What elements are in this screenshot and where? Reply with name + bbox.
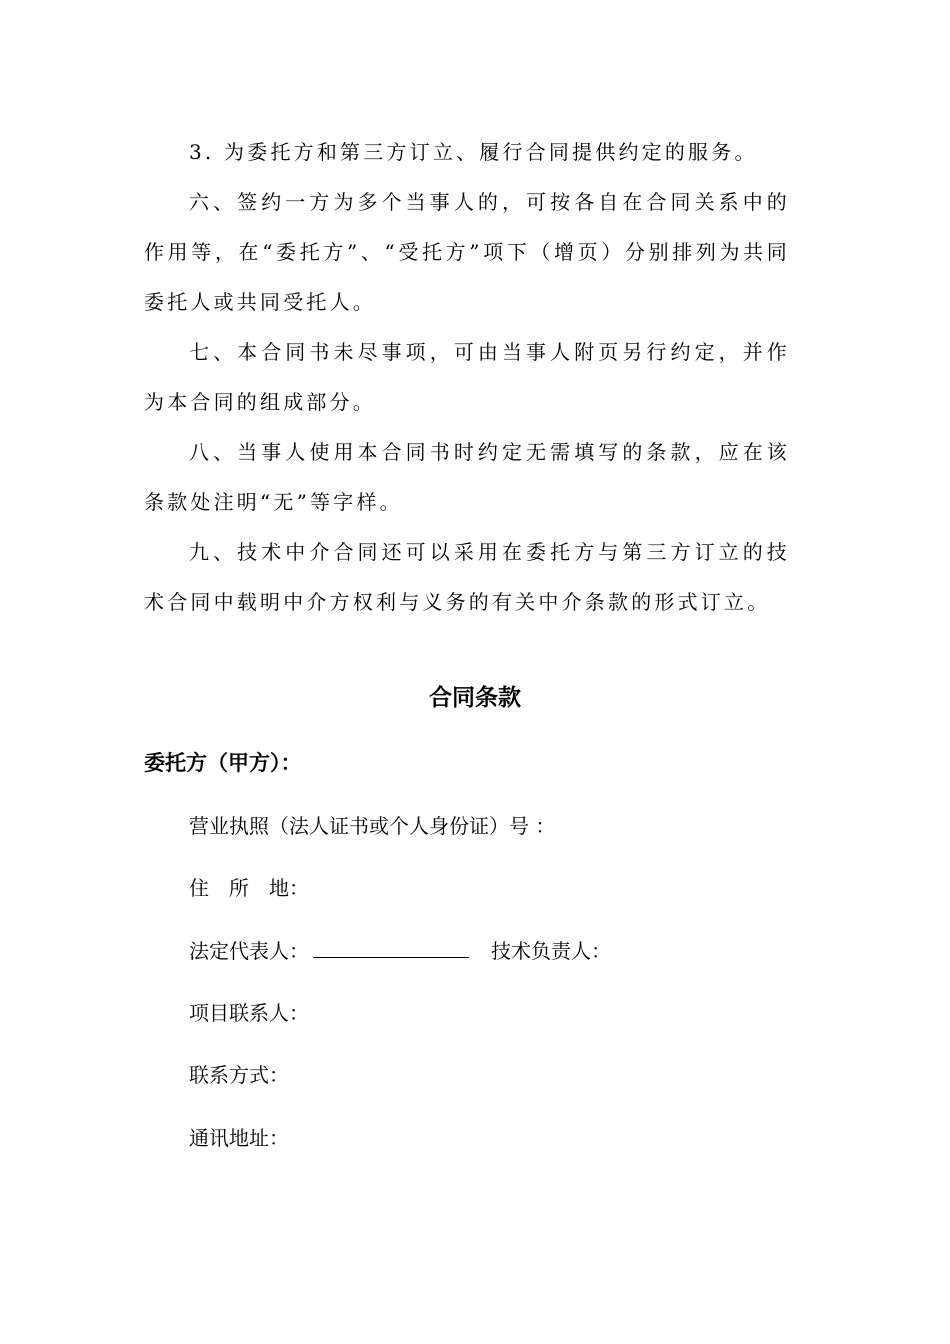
party-a-label: 委托方（甲方）： (144, 751, 302, 775)
field-legal-representative-row (189, 935, 611, 966)
field-mailing-address: 通讯地址： (189, 1126, 289, 1150)
paragraph-item-eight: 八、当事人使用本合同书时约定无需填写的条款，应在该条款处注明“无”等字样。 (144, 440, 790, 514)
paragraph-item-nine: 九、技术中介合同还可以采用在委托方与第三方订立的技术合同中载明中介方权利与义务的有关中介条款的形式订立。 (144, 540, 790, 614)
paragraph-service-clause: 3. 为委托方和第三方订立、履行合同提供约定的服务。 (189, 140, 758, 164)
legal-representative-blank[interactable] (313, 935, 469, 958)
field-technical-lead-label: 技术负责人： (491, 939, 611, 963)
section-title: 合同条款 (429, 685, 521, 711)
paragraph-item-six: 六、签约一方为多个当事人的，可按各自在合同关系中的作用等，在“委托方”、“受托方”项下（增页）分别排列为共同委托人或共同受托人。 (144, 190, 790, 314)
field-license-number: 营业执照（法人证书或个人身份证）号 ： (189, 814, 556, 838)
field-project-contact: 项目联系人： (189, 1001, 309, 1025)
field-address: 住 所 地： (189, 876, 309, 900)
field-contact-method: 联系方式： (189, 1063, 289, 1087)
field-legal-representative-label: 法定代表人： (189, 939, 309, 963)
paragraph-item-seven: 七、本合同书未尽事项，可由当事人附页另行约定，并作为本合同的组成部分。 (144, 340, 790, 414)
